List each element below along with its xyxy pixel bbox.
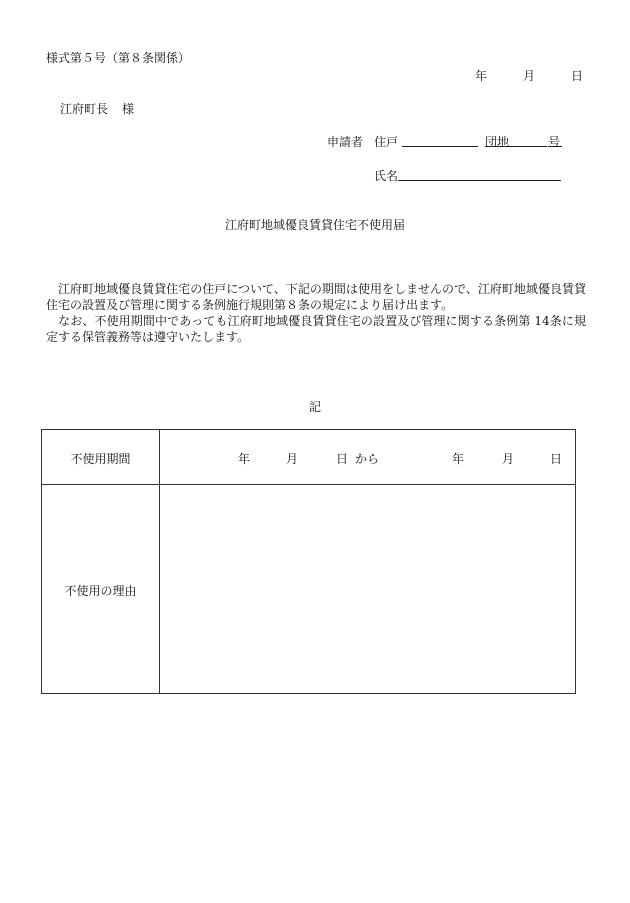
room-label: 住戸 xyxy=(374,135,399,149)
ki-heading: 記 xyxy=(308,400,321,414)
body-paragraph-1 xyxy=(46,281,586,313)
danchi-underline xyxy=(485,146,515,147)
form-number: 様式第５号（第８条関係） xyxy=(46,51,191,65)
from-month-label: 月 xyxy=(286,452,299,466)
to-month-label: 月 xyxy=(502,452,515,466)
date-year-label: 年 xyxy=(475,69,488,83)
from-year-label: 年 xyxy=(238,452,251,466)
body-text-2: なお、不使用期間中であっても江府町地域優良賃貸住宅の設置及び管理に関する条例第 14条に規定する保管義務等は遵守いたします。 xyxy=(46,314,586,344)
name-label: 氏名 xyxy=(374,169,399,183)
details-table xyxy=(41,429,576,694)
period-label: 不使用期間 xyxy=(70,452,131,466)
danchi-label: 団地 xyxy=(485,135,510,149)
go-underline xyxy=(548,146,562,147)
reason-label: 不使用の理由 xyxy=(64,584,137,598)
from-day-label: 日 xyxy=(336,452,349,466)
from-suffix: から xyxy=(355,452,380,466)
to-year-label: 年 xyxy=(452,452,465,466)
document-title: 江府町地域優良賃貸住宅不使用届 xyxy=(224,218,405,232)
date-month-label: 月 xyxy=(523,69,536,83)
body-paragraph-2 xyxy=(46,313,586,345)
addressee-honorific: 様 xyxy=(122,102,135,116)
go-label: 号 xyxy=(548,135,561,149)
to-day-label: 日 xyxy=(550,452,563,466)
addressee xyxy=(60,100,134,117)
date-day-label: 日 xyxy=(571,69,584,83)
room-field[interactable] xyxy=(402,146,478,147)
addressee-name: 江府町長 xyxy=(60,102,109,116)
body-text-1: 江府町地域優良賃貸住宅の住戸について、下記の期間は使用をしませんので、江府町地域優良賃貸住宅の設置及び管理に関する条例施行規則第８条の規定により届け出ます。 xyxy=(46,282,586,312)
reason-field[interactable] xyxy=(160,485,575,693)
name-field[interactable] xyxy=(398,180,561,181)
go-number-field[interactable] xyxy=(515,146,547,147)
applicant-label: 申請者 xyxy=(327,135,364,149)
